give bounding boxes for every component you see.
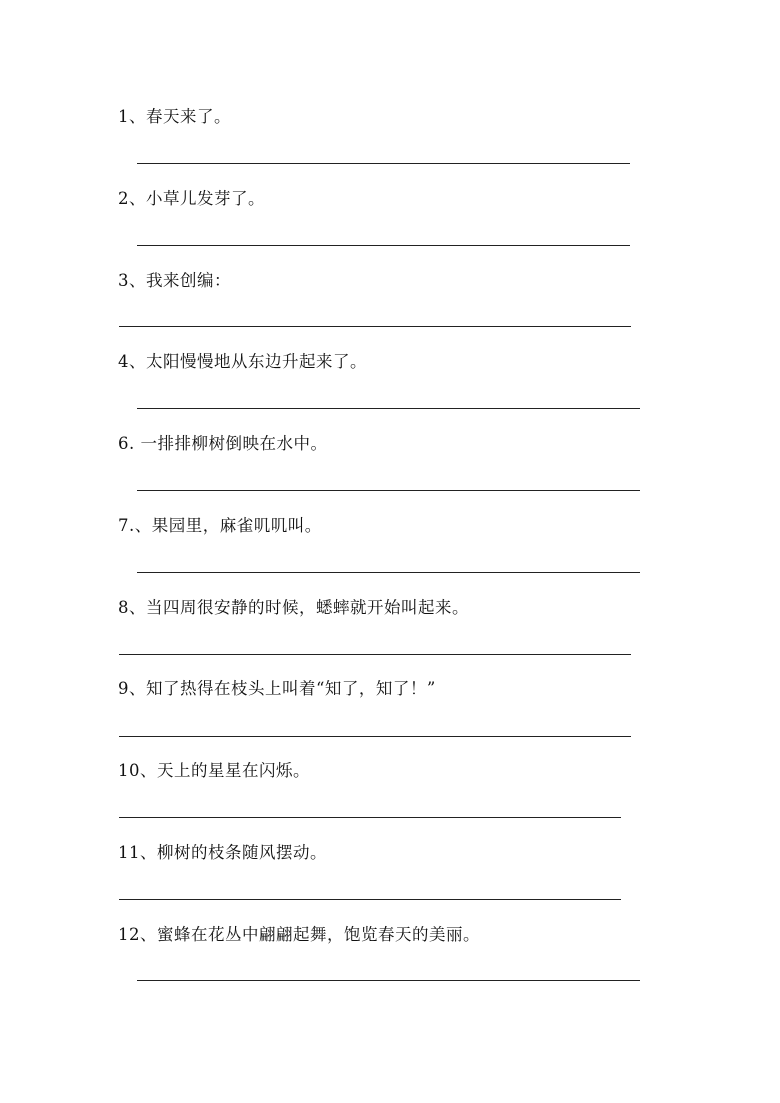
sentence-6: 6. 一排排柳树倒映在水中。 <box>118 434 328 453</box>
answer-line-11[interactable] <box>119 899 621 900</box>
answer-line-8[interactable] <box>119 654 631 655</box>
answer-line-10[interactable] <box>119 817 621 818</box>
answer-line-7[interactable] <box>137 572 640 573</box>
sentence-7: 7.、果园里，麻雀叽叽叫。 <box>118 516 322 535</box>
sentence-2: 2、小草儿发芽了。 <box>118 189 265 208</box>
answer-line-9[interactable] <box>119 736 631 737</box>
sentence-10: 10、天上的星星在闪烁。 <box>118 761 310 780</box>
sentence-4: 4、太阳慢慢地从东边升起来了。 <box>118 352 367 371</box>
sentence-3: 3、我来创编： <box>118 271 231 290</box>
sentence-12: 12、蜜蜂在花丛中翩翩起舞，饱览春天的美丽。 <box>118 925 480 944</box>
sentence-9: 9、知了热得在枝头上叫着“知了，知了！” <box>118 679 436 698</box>
answer-line-2[interactable] <box>137 245 630 246</box>
answer-line-4[interactable] <box>137 408 640 409</box>
answer-line-12[interactable] <box>137 980 640 981</box>
answer-line-6[interactable] <box>137 490 640 491</box>
answer-line-1[interactable] <box>137 163 630 164</box>
sentence-1: 1、春天来了。 <box>118 107 231 126</box>
sentence-11: 11、柳树的枝条随风摆动。 <box>118 843 327 862</box>
answer-line-3[interactable] <box>119 326 631 327</box>
sentence-8: 8、当四周很安静的时候，蟋蟀就开始叫起来。 <box>118 598 469 617</box>
